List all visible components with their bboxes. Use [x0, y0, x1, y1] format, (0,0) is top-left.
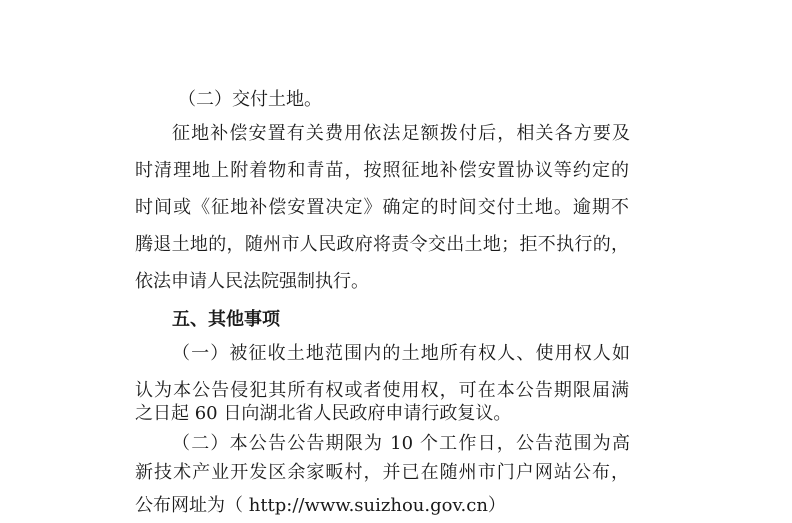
- paragraph-line: （一）被征收土地范围内的土地所有权人、使用权人如: [172, 343, 630, 364]
- paragraph-line: 腾退土地的，随州市人民政府将责令交出土地；拒不执行的，: [135, 234, 629, 255]
- paragraph-line: 时清理地上附着物和青苗，按照征地补偿安置协议等约定的: [135, 160, 629, 181]
- paragraph-line: 认为本公告侵犯其所有权或者使用权，可在本公告期限届满: [135, 380, 629, 401]
- subsection-heading-deliver-land: （二）交付土地。: [178, 89, 322, 110]
- url-line: 公布网址为（ http://www.suizhou.gov.cn）: [135, 495, 506, 516]
- paragraph-line: 时间或《征地补偿安置决定》确定的时间交付土地。逾期不: [135, 197, 629, 218]
- paragraph-line: 征地补偿安置有关费用依法足额拨付后，相关各方要及: [172, 123, 630, 144]
- paragraph-line: 依法申请人民法院强制执行。: [135, 271, 369, 292]
- paragraph-line: （二）本公告公告期限为 10 个工作日，公告范围为高: [172, 433, 630, 454]
- section-heading-other-matters: 五、其他事项: [172, 309, 280, 330]
- paragraph-line: 新技术产业开发区余家畈村，并已在随州市门户网站公布，: [135, 462, 629, 483]
- paragraph-line: 之日起 60 日向湖北省人民政府申请行政复议。: [135, 403, 512, 424]
